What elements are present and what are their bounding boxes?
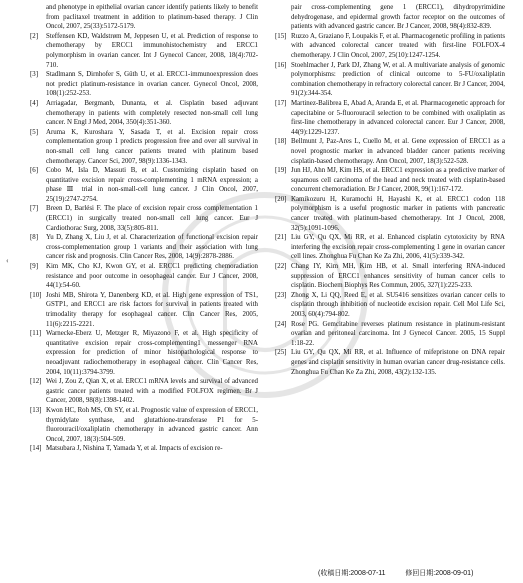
reference-text: Martinez-Balibrea E, Abad A, Aranda E, et al. Pharmacogenetic approach for capecitabine or 5-fluorouracil selection to be combined with oxaliplatin as first-line chemotherapy in advanced colorectal cancer. Eur J Cancer, 2008, 44(9):1229-1237. — [291, 99, 505, 136]
reference-text: Chang IY, Kim MH, Kim HB, et al. Small interfering RNA-induced suppression of ERCC1 enhances sensitivity of human cancer cells to cisplatin. Biochem Biophys Res Commun, 2005, 327(1):225-233. — [291, 263, 505, 290]
reference-number: [3] — [30, 71, 39, 79]
reference-text: Aruma K, Kuroshara Y, Sasada T, et al. Excision repair cross complementation group 1 predicts progression free and over all survival in non-small cell lung cancer patients treated with platinum based chemotherapy. Cancer Sci, 2007, 98(9):1336-1343. — [46, 128, 258, 165]
reference-entry — [30, 128, 258, 166]
reference-entry — [275, 348, 505, 377]
right-reference-column — [275, 3, 505, 377]
reference-entry — [30, 377, 258, 406]
reference-text: Steffensen KD, Waldstrøm M, Jeppesen U, et al. Prediction of response to chemotherapy by ERCC1 immunohistochemistry and ERCC1 polymorphism in ovarian cancer. Int J Gynecol Cancer, 2008, 18(4):702-710. — [46, 32, 258, 69]
reference-entry — [275, 195, 505, 233]
reference-entry — [30, 32, 258, 70]
reference-text: Kim MK, Cho KJ, Kwon GY, et al. ERCC1 predicting chemoradiation resistance and poor outcome in oesophageal cancer. Eur J Cancer, 2008, 44(1):54-60. — [46, 263, 258, 290]
reference-entry — [30, 204, 258, 233]
reference-text: Bellmunt J, Paz-Ares L, Cuello M, et al. Gene expression of ERCC1 as a novel prognostic marker in advanced bladder cancer patients receiving cisplatin-based chemotherapy. Ann Oncol, 2007, 18(3):522-528. — [291, 138, 505, 165]
margin-mark: ‹ — [6, 256, 9, 265]
reference-entry — [275, 99, 505, 137]
reference-text: Kwon HC, Roh MS, Oh SY, et al. Prognostic value of expression of ERCC1, thymidylate synthase, and glutathione-transferase P1 for 5-fluorouracil/oxaliplatin chemotherapy in advanced gastric cancer. Ann Oncol, 2007, 18(3):504-509. — [46, 406, 258, 443]
reference-entry — [275, 61, 505, 99]
reference-number: [20] — [275, 195, 287, 203]
reference-number: [19] — [275, 167, 287, 175]
reference-text: and phenotype in epithelial ovarian cancer identify patients likely to benefit from paclitaxel treatment in addition to platinum-based therapy. J Clin Oncol, 2007, 25(33):5172-5179. — [46, 4, 258, 31]
reference-entry — [275, 233, 505, 262]
reference-entry — [30, 262, 258, 291]
reference-number: [22] — [275, 263, 287, 271]
reference-number: [13] — [30, 406, 42, 414]
reference-entry — [275, 137, 505, 166]
reference-continuation — [275, 3, 505, 32]
reference-text: Stoehlmacher J, Park DJ, Zhang W, et al. A multivariate analysis of genomic polymorphisms: prediction of clinical outcome to 5-FU/oxaliplatin combination chemotherapy in refractory colorectal cancer. Br J Cancer, 2004, 91(2):344-354. — [291, 61, 506, 98]
reference-entry — [30, 291, 258, 329]
reference-text: Liu GY, Qu QX, Mi RR, et al. Influence of mifepristone on DNA repair genes and cisplatin sensitivity in human ovarian cancer drug-resistance cells. Zhonghua Fu Chan Ke Za Zhi, 2008, 43(2):132-135. — [291, 349, 505, 376]
reference-number: [8] — [30, 234, 39, 242]
reference-text: Ruzzo A, Graziano F, Loupakis F, et al. Pharmacogenetic profiling in patients with advanced colorectal cancer treated with first-line FOLFOX-4 chemotherapy. J Clin Oncol, 2007, 25(10):1247-1254. — [291, 32, 505, 59]
reference-number: [2] — [30, 32, 39, 40]
reference-text: Zhong X, Li QQ, Reed E, et al. SU5416 sensitizes ovarian cancer cells to cisplatin through inhibition of nucleotide excision repair. Cell Mol Life Sci, 2003, 60(4):794-802. — [291, 291, 505, 318]
reference-entry — [30, 406, 258, 444]
reference-number: [23] — [275, 291, 287, 299]
reference-number: [17] — [275, 99, 287, 107]
reference-number: [18] — [275, 138, 287, 146]
reference-number: [14] — [30, 445, 42, 453]
reference-continuation — [30, 3, 258, 32]
reference-text: Cobo M, Isla D, Massuti B, et al. Customizing cisplatin based on quantitative excision repair cross-complementing 1 mRNA expression; a phase Ⅲ trial in non-small-cell lung cancer. J Clin Oncol, 2007, 25(19):2747-2754. — [46, 167, 258, 203]
reference-text: Breen D, Barlési F. The place of excision repair cross complementation 1 (ERCC1) in surgically treated non-small cell lung cancer. Eur J Cardiothorac Surg, 2008, 33(5):805-811. — [46, 205, 258, 232]
reference-entry — [275, 166, 505, 195]
reference-entry — [30, 444, 258, 454]
reference-text: Stadlmann S, Dirnhofer S, Güth U, et al. ERCC1-immunoexpression does not predict platinum-resistance in ovarian cancer. Gynecol Oncol, 2008, 108(1):252-253. — [46, 71, 258, 98]
reference-entry — [30, 70, 258, 99]
left-reference-column — [30, 3, 258, 454]
reference-number: [9] — [30, 263, 39, 271]
reference-number: [6] — [30, 167, 39, 175]
revised-date: 修回日期:2008-09-01) — [405, 570, 474, 577]
reference-entry — [275, 262, 505, 291]
reference-entry — [275, 320, 505, 349]
reference-number: [4] — [30, 99, 39, 107]
reference-text: Matsubara J, Nishina T, Yamada Y, et al. Impacts of excision re- — [46, 445, 223, 453]
received-date: (收稿日期:2008-07-11 — [318, 570, 386, 577]
reference-text: Liu GY, Qu QX, Mi RR, et al. Enhanced cisplatin cytotoxicity by RNA interfering the excision repair cross-complementing 1 gene in ovarian cancer cell lines. Zhonghua Fu Chan Ke Za Zhi, 2006, 41(5):339-342. — [291, 234, 505, 261]
reference-number: [12] — [30, 378, 42, 386]
reference-text: Warnecke-Eberz U, Metzger R, Miyazono F, et al. High specificity of quantitative excision repair cross-complementing1 messenger RNA expression for prediction of minor histopathological response to neoadjuvant radiochemotherapy in esophageal cancer. Clin Cancer Res, 2004, 10(11):3794-3799. — [46, 330, 258, 376]
reference-text: pair cross-complementing gene 1 (ERCC1), dihydropyrimidine dehydrogenase, and epidermal growth factor receptor on the outcomes of patients with advanced gastric cancer. Br J Cancer, 2008, 98(4):832-839. — [291, 4, 505, 31]
reference-text: Joshi MB, Shirota Y, Danenberg KD, et al. High gene expression of TS1, GSTP1, and ERCC1 are risk factors for survival in patients treated with trimodality therapy for esophageal cancer. Clin Cancer Res, 2005, 11(6):2215-2221. — [46, 291, 258, 328]
reference-number: [24] — [275, 320, 287, 328]
reference-number: [11] — [30, 330, 42, 338]
reference-text: Arriagadar, Bergmanb, Dunanta, et al. Cisplatin based adjuvant chemotherapy in patients with completely resected non-small cell lung cancer. N Engl J Med, 2004, 350(4):351-360. — [46, 99, 258, 127]
reference-entry — [30, 166, 258, 204]
reference-text: Jun HJ, Ahn MJ, Kim HS, et al. ERCC1 expression as a predictive marker of squamous cell carcinoma of the head and neck treated with cisplatin-based concurrent chemoradiation. Br J Cancer, 2008, 99(1):167-172. — [291, 167, 505, 194]
reference-number: [7] — [30, 205, 39, 213]
reference-entry — [275, 291, 505, 320]
reference-text: Kamikozuru H, Kuramochi H, Hayashi K, et al. ERCC1 codon 118 polymorphism is a useful prognostic marker in patients with pancreatic cancer treated with platinum-based chemotherapy. Int J Oncol, 2008, 32(5):1091-1096. — [291, 195, 505, 232]
reference-text: Wei J, Zou Z, Qian X, et al. ERCC1 mRNA levels and survival of advanced gastric cancer patients treated with a modified FOLFOX regimen. Br J Cancer, 2008, 98(8):1398-1402. — [46, 378, 258, 405]
reference-entry — [30, 329, 258, 377]
reference-entry — [30, 233, 258, 262]
reference-text: Rose PG. Gemcitabine reverses platinum resistance in platinum-resistant ovarian and peritoneal carcinoma. Int J Gynecol Cancer. 2005, 15 Suppl 1:18-22. — [291, 320, 505, 347]
reference-number: [25] — [275, 349, 287, 357]
reference-number: [21] — [275, 234, 287, 242]
reference-number: [5] — [30, 128, 39, 136]
reference-text: Yu D, Zhang X, Liu J, et al. Characterization of functional excision repair cross-complementation group 1 variants and their association with lung cancer risk and prognosis. Clin Cancer Res, 2008, 14(9):2878-2886. — [46, 234, 258, 261]
received-revised-dates — [318, 568, 473, 578]
reference-number: [16] — [275, 61, 287, 69]
reference-number: [10] — [30, 291, 42, 299]
reference-entry — [275, 32, 505, 61]
reference-number: [15] — [275, 32, 287, 40]
reference-entry — [30, 99, 258, 128]
